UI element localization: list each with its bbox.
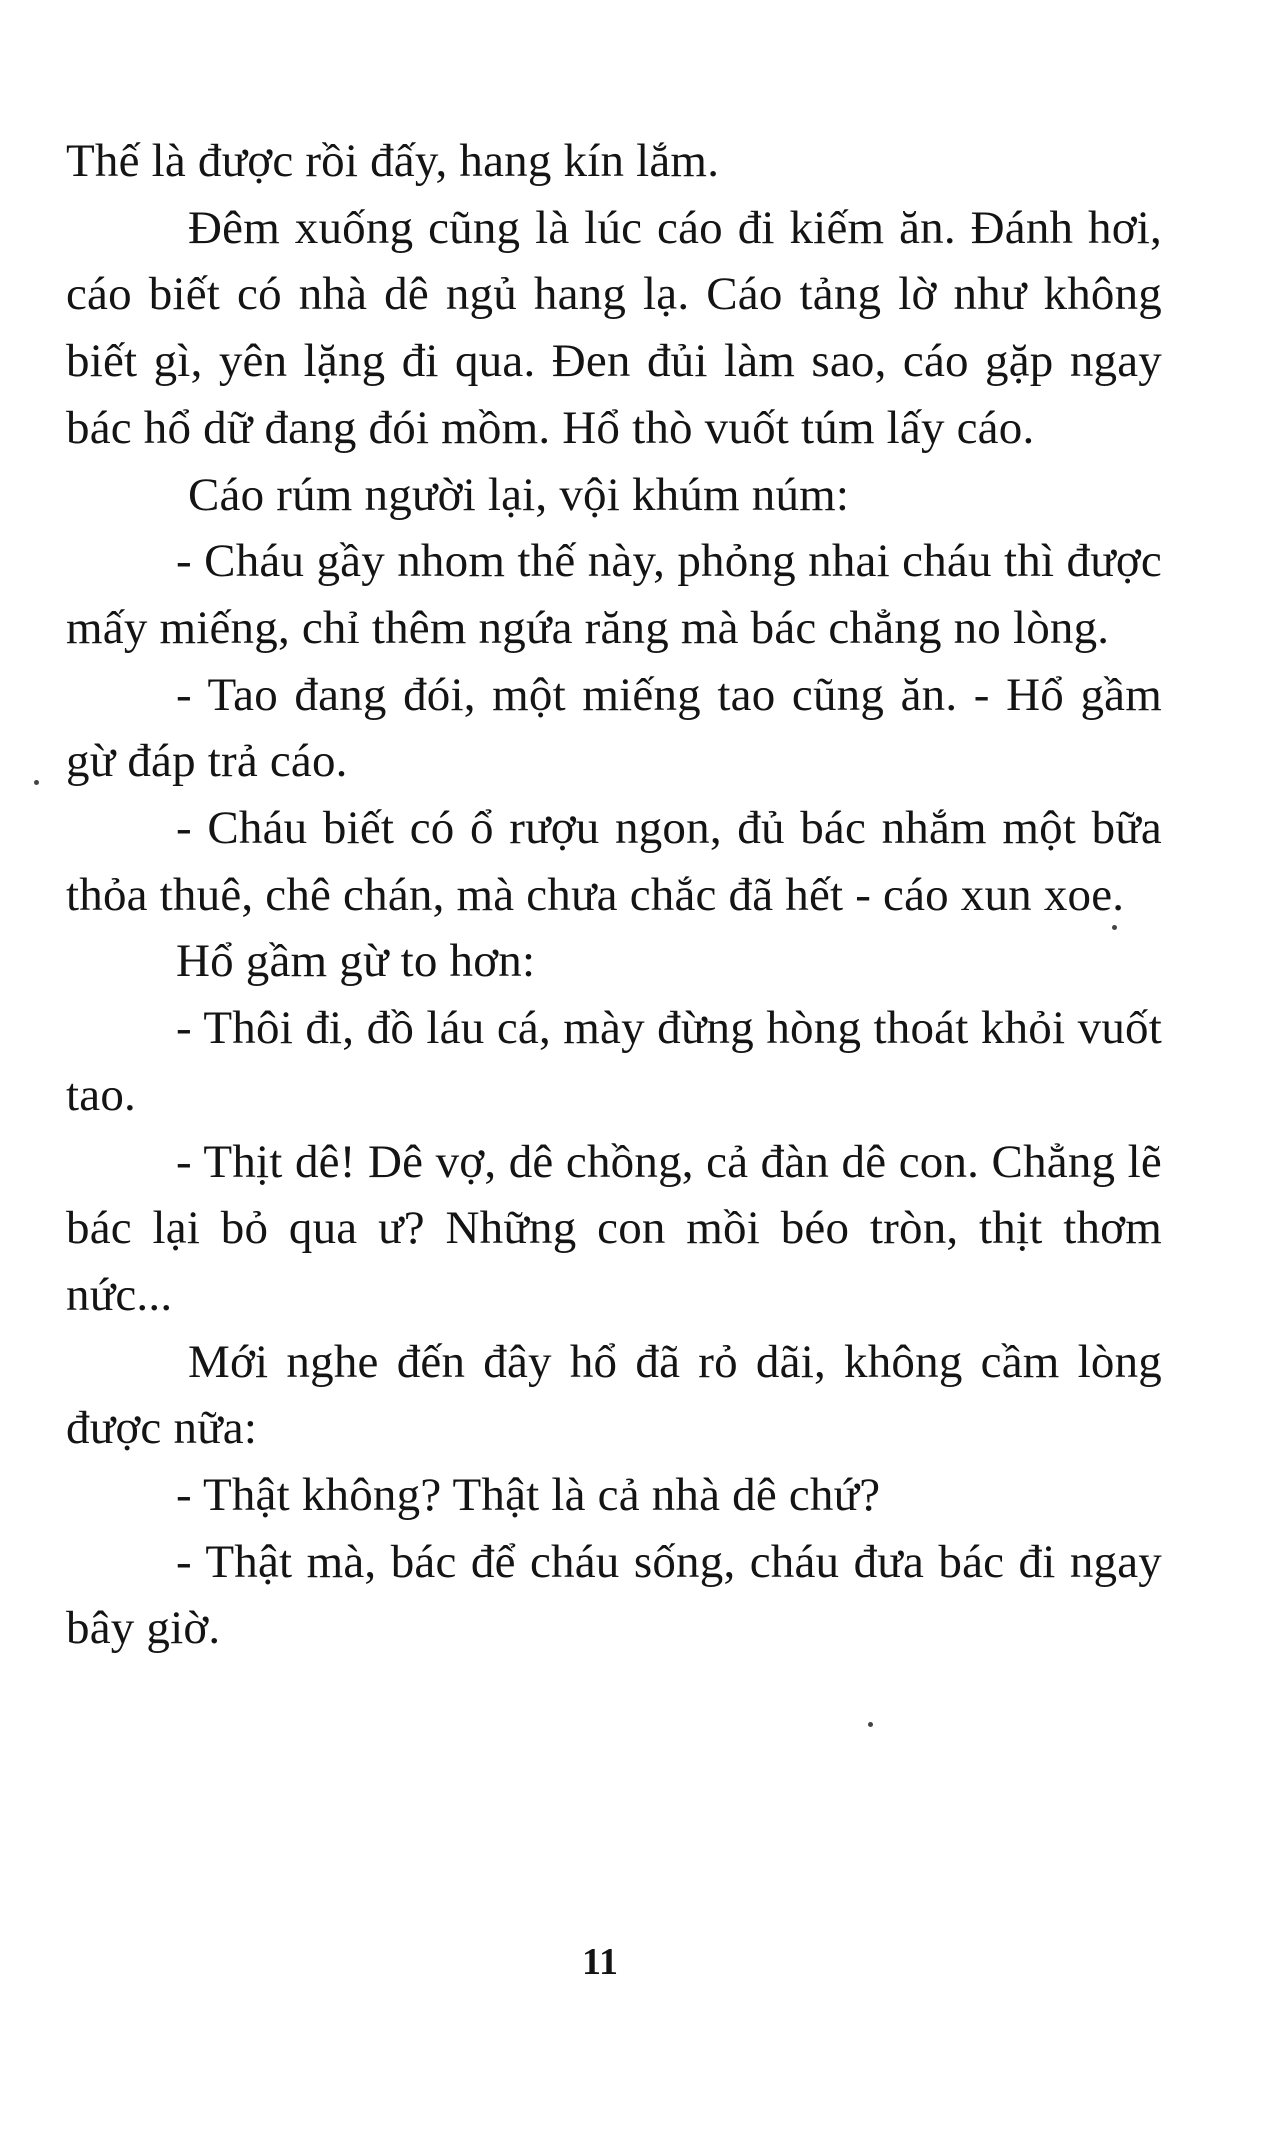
paragraph-8: - Thôi đi, đồ láu cá, mày đừng hòng thoát khỏi vuốt tao. xyxy=(66,1002,1162,1121)
paragraph-12: - Thật mà, bác để cháu sống, cháu đưa bác đi ngay bây giờ. xyxy=(66,1535,1162,1655)
paragraph-3: Cáo rúm người lại, vội khúm núm: xyxy=(188,468,850,521)
paragraph-4: - Cháu gầy nhom thế này, phỏng nhai cháu thì được mấy miếng, chỉ thêm ngứa răng mà bác chẳng no lòng. xyxy=(66,535,1162,654)
paragraph-1: Thế là được rồi đấy, hang kín lắm. xyxy=(66,135,720,187)
paragraph-5: - Tao đang đói, một miếng tao cũng ăn. - Hổ gầm gừ đáp trả cáo. xyxy=(66,668,1162,788)
paragraph-11: - Thật không? Thật là cả nhà dê chứ? xyxy=(176,1469,881,1522)
story-text xyxy=(66,128,1162,1662)
scan-speck xyxy=(868,1722,873,1727)
paragraph-10: Mới nghe đến đây hổ đã rỏ dãi, không cầm lòng được nữa: xyxy=(66,1335,1162,1455)
scan-speck xyxy=(34,780,39,785)
page-number: 11 xyxy=(582,1941,618,1983)
paragraph-6: - Cháu biết có ổ rượu ngon, đủ bác nhắm một bữa thỏa thuê, chê chán, mà chưa chắc đã hết - cáo xun xoe. xyxy=(66,802,1162,921)
paragraph-7: Hổ gầm gừ to hơn: xyxy=(176,935,536,988)
paragraph-2: Đêm xuống cũng là lúc cáo đi kiếm ăn. Đánh hơi, cáo biết có nhà dê ngủ hang lạ. Cáo tảng lờ như không biết gì, yên lặng đi qua. Đen đủi làm sao, cáo gặp ngay bác hổ dữ đang đói mồm. Hổ thò vuốt túm lấy cáo. xyxy=(66,201,1162,454)
scan-speck xyxy=(1112,925,1117,930)
paragraph-9: - Thịt dê! Dê vợ, dê chồng, cả đàn dê con. Chẳng lẽ bác lại bỏ qua ư? Những con mồi béo tròn, thịt thơm nức... xyxy=(66,1135,1162,1321)
